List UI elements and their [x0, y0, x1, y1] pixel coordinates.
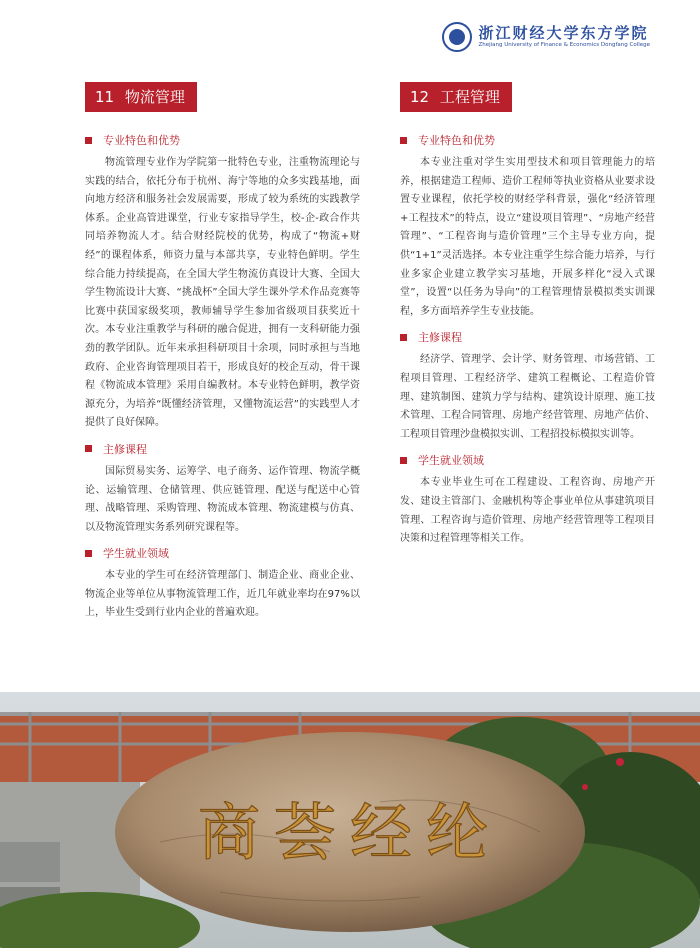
bullet-square-icon: [400, 334, 407, 341]
bullet-square-icon: [85, 550, 92, 557]
school-header: [442, 22, 650, 52]
major-engineering-management: [400, 82, 655, 557]
section-title: 主修课程: [85, 441, 360, 457]
major-banner: [400, 82, 512, 112]
section-text: 物流管理专业作为学院第一批特色专业，注重物流理论与实践的结合，依托分布于杭州、海宁等地的众多实践基地，面向地方经济和服务社会发展需要，形成了较为系统的实践教学体系。企业高管进课堂，行业专家指导学生，校-企-政合作共同培养物流人才。结合财经院校的优势，构成了“物流+财经”的课程体系，师资力量与本部共享，专业特色鲜明。学生综合能力持续提高，在全国大学生物流仿真设计大赛、全国大学生物流设计大赛、“挑战杯”全国大学生课外学术作品竞赛等比赛中获国家级奖项，教师辅导学生参加省级项目获奖近十次。本专业注重教学与科研的融合促进，拥有一支科研能力强劲的教学团队。近年来承担科研项目十余项，同时承担与当地政府、企业咨询管理项目若干，形成良好的校企互动，骨干课程《物流成本管理》采用自编教材。本专业特色鲜明，教学资源充分，为培养“既懂经济管理，又懂物流运营”的实践型人才提供了良好保障。: [85, 157, 360, 429]
bullet-square-icon: [400, 457, 407, 464]
major-logistics: [85, 82, 360, 631]
section-title: 专业特色和优势: [400, 132, 655, 148]
school-name-en: Zhejiang University of Finance & Economics Dongfang College: [478, 42, 650, 48]
photo-illustration: [0, 692, 700, 948]
campus-stone-photo: [0, 692, 700, 948]
bullet-square-icon: [85, 445, 92, 452]
major-number: 12: [410, 88, 430, 106]
major-title: 工程管理: [439, 88, 500, 106]
section-title: 学生就业领域: [400, 452, 655, 468]
section-text: 国际贸易实务、运筹学、电子商务、运作管理、物流学概论、运输管理、仓储管理、供应链管理、配送与配送中心管理、战略管理、采购管理、物流成本管理、物流建模与仿真、以及物流管理实务系列研究课程等。: [85, 465, 360, 533]
major-number: 11: [95, 88, 115, 106]
section-text: 本专业的学生可在经济管理部门、制造企业、商业企业、物流企业等单位从事物流管理工作，近几年就业率均在97%以上，毕业生受到行业内企业的普遍欢迎。: [85, 570, 360, 619]
section-text: 本专业注重对学生实用型技术和项目管理能力的培养，根据建造工程师、造价工程师等执业资格从业要求设置专业课程，依托学校的财经学科背景，强化“经济管理+工程技术”的特点，设立“建设项目管理”、“房地产经营管理”、“工程咨询与造价管理”三个主导专业方向，提供“1+1”灵活选择。本专业注重学生综合能力培养，与行业多家企业建立教学实习基地，开展多样化“浸入式课堂”，设置“以任务为导向”的工程管理情景模拟类实训课程，多方面培养学生专业技能。: [400, 157, 655, 317]
major-title: 物流管理: [124, 88, 185, 106]
section-title: 学生就业领域: [85, 545, 360, 561]
bullet-square-icon: [85, 137, 92, 144]
bullet-square-icon: [400, 137, 407, 144]
section-title: 专业特色和优势: [85, 132, 360, 148]
section-text: 经济学、管理学、会计学、财务管理、市场营销、工程项目管理、工程经济学、建筑工程概论、工程造价管理、建筑制图、建筑力学与结构、建筑设计原理、施工技术管理、工程合同管理、房地产经营管理、房地产估价、工程项目管理沙盘模拟实训、工程招投标模拟实训等。: [400, 354, 655, 440]
major-banner: [85, 82, 197, 112]
section-text: 本专业毕业生可在工程建设、工程咨询、房地产开发、建设主管部门、金融机构等企事业单位从事建筑项目管理、工程咨询与造价管理、房地产经营管理等工程项目决策和过程管理等相关工作。: [400, 477, 655, 545]
school-logo-icon: [442, 22, 472, 52]
school-name: 浙江财经大学东方学院: [478, 24, 649, 42]
stone-inscription: 商荟经纶: [197, 796, 503, 869]
section-title: 主修课程: [400, 329, 655, 345]
